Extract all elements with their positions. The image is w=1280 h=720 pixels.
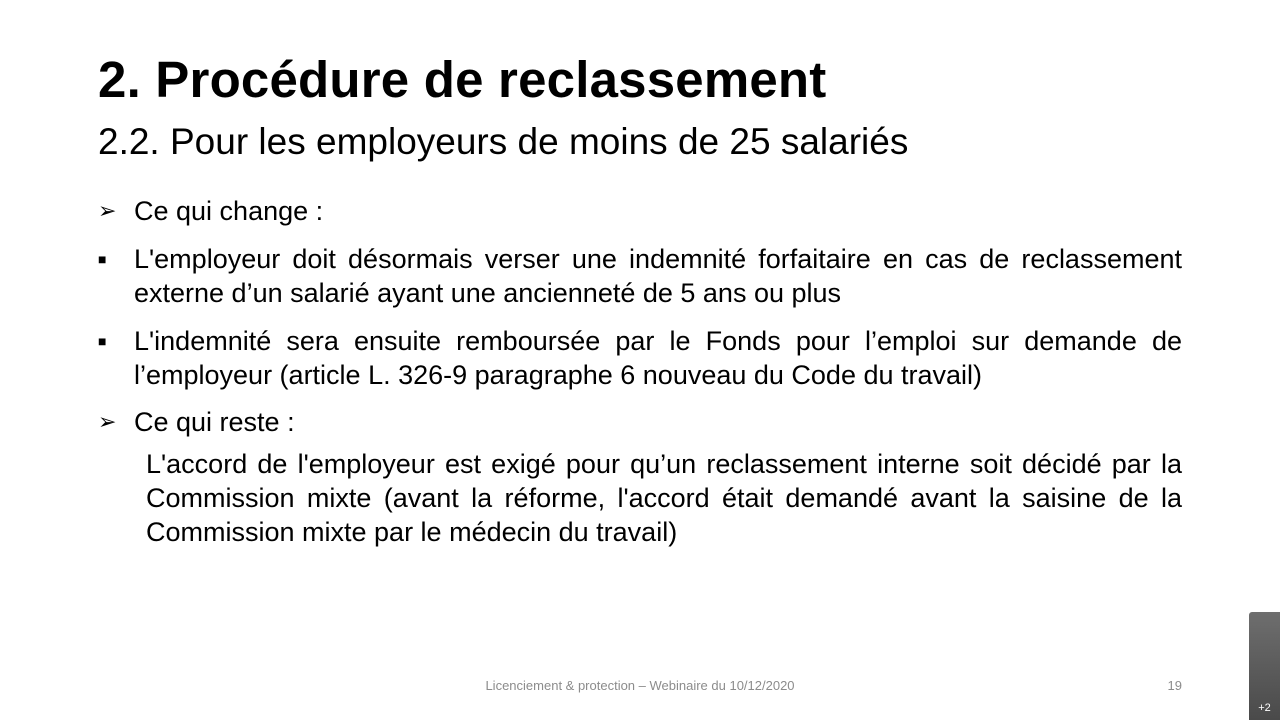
bullet-row [98,242,1182,310]
remain-text: L'accord de l'employeur est exigé pour qu’un reclassement interne soit décidé par la Commission mixte (avant la réforme, l'accord était demandé avant la saisine de la Commission mixte par le médecin du travail) [146,449,1182,547]
change-heading-row [98,194,1182,228]
participants-panel[interactable] [1249,612,1280,720]
change-heading: Ce qui change : [134,196,324,226]
slide-subtitle: 2.2. Pour les employeurs de moins de 25 salariés [98,121,909,162]
bullet-row [98,324,1182,392]
slide-footer: Licenciement & protection – Webinaire du 10/12/2020 [485,678,795,693]
square-bullet-icon: ■ [98,333,107,349]
page-number: 19 [1167,678,1182,693]
square-bullet-icon: ■ [98,251,107,267]
slide-title: 2. Procédure de reclassement [98,51,827,108]
slide-body [98,194,1182,549]
remain-heading-row [98,405,1182,439]
bullet-text: L'indemnité sera ensuite remboursée par le Fonds pour l’emploi sur demande de l’employeur (article L. 326-9 paragraphe 6 nouveau du Code du travail) [134,326,1182,390]
bullet-text: L'employeur doit désormais verser une indemnité forfaitaire en cas de reclassement externe d’un salarié ayant une ancienneté de 5 ans ou plus [134,244,1182,308]
arrow-bullet-icon: ➢ [98,409,117,434]
remain-heading: Ce qui reste : [134,407,295,437]
arrow-bullet-icon: ➢ [98,198,117,223]
participant-count-badge: +2 [1258,702,1271,714]
